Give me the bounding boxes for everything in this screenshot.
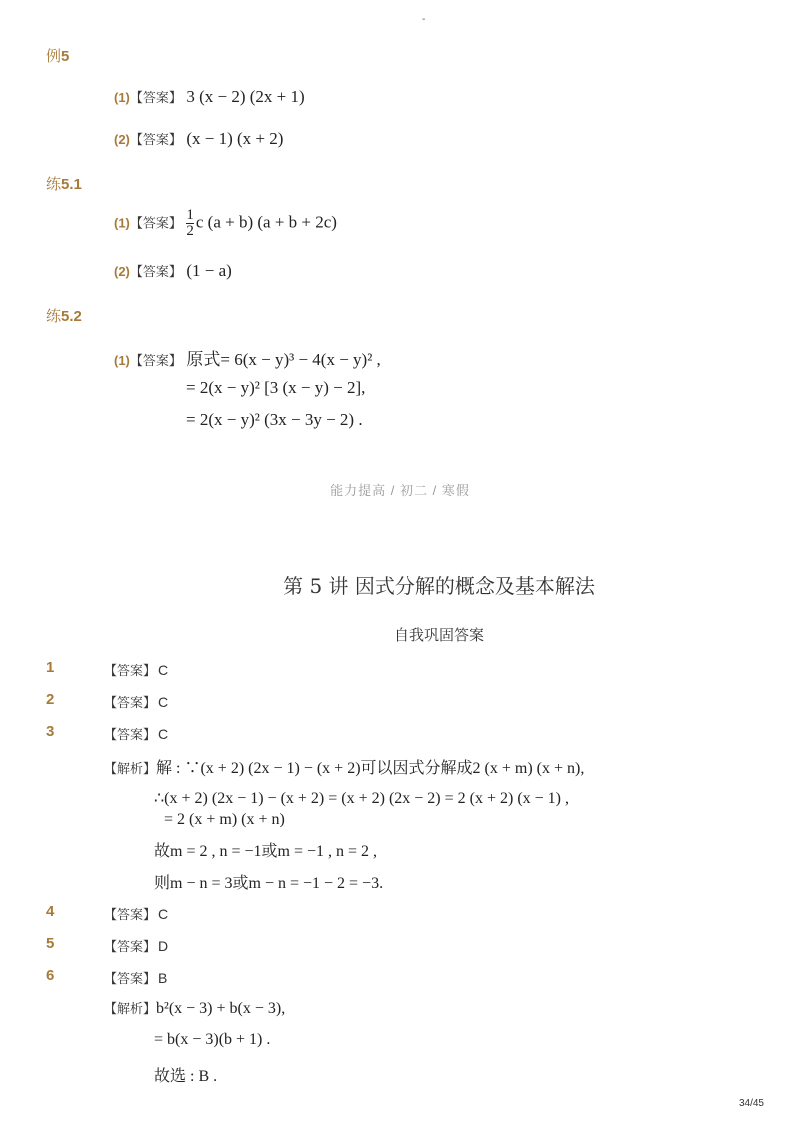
question-5-answer <box>104 936 168 955</box>
lecture-title: 第 5 讲 因式分解的概念及基本解法 <box>283 574 595 598</box>
analysis-line-1: b²(x − 3) + b(x − 3), <box>156 1000 286 1017</box>
question-6-answer <box>104 968 167 987</box>
analysis-tag: 【解析】 <box>104 761 157 776</box>
answer-expression: (1 − a) <box>186 261 232 280</box>
question-1-answer <box>104 660 168 679</box>
answer-tag: 【答案】 <box>129 132 182 147</box>
question-3-analysis <box>104 755 584 778</box>
answer-tag: 【答案】 <box>104 971 157 986</box>
fraction-numerator: 1 <box>186 207 194 223</box>
answer-expression: (x − 1) (x + 2) <box>186 129 284 148</box>
analysis-line-5: 则m − n = 3或m − n = −1 − 2 = −3. <box>154 875 384 892</box>
question-number: 2 <box>46 691 55 708</box>
derivation-line-1: 原式= 6(x − y)³ − 4(x − y)² , <box>186 350 381 369</box>
answer-expression: c (a + b) (a + b + 2c) <box>195 212 337 232</box>
example-5-answer-2 <box>114 129 283 149</box>
fraction-denominator: 2 <box>186 223 194 239</box>
answer-tag: 【答案】 <box>129 353 182 368</box>
section-title-example-5: 例5 <box>46 48 70 65</box>
question-4-answer <box>104 904 168 923</box>
answer-number: (1) <box>114 215 130 231</box>
answer-letter: D <box>158 938 169 954</box>
derivation-line-3: = 2(x − y)² (3x − 3y − 2) . <box>186 410 363 429</box>
answer-tag: 【答案】 <box>129 90 182 105</box>
header-mark: - <box>422 14 426 25</box>
answer-tag: 【答案】 <box>129 264 182 279</box>
analysis-tag: 【解析】 <box>104 1001 157 1016</box>
analysis-line-2: ∴(x + 2) (2x − 1) − (x + 2) = (x + 2) (2x − 2) = 2 (x + 2) (x − 1) , <box>154 790 570 807</box>
answer-tag: 【答案】 <box>129 215 182 231</box>
answer-tag: 【答案】 <box>104 663 157 678</box>
analysis-line-3: 故选 : B . <box>154 1068 218 1085</box>
question-number: 1 <box>46 659 55 676</box>
practice-5-1-answer-2 <box>114 261 232 281</box>
practice-5-2-answer-1 <box>114 345 381 370</box>
question-number: 6 <box>46 967 55 984</box>
answer-tag: 【答案】 <box>104 695 157 710</box>
answer-number: (1) <box>114 353 130 368</box>
derivation-line-2: = 2(x − y)² [3 (x − y) − 2], <box>186 378 366 397</box>
answer-letter: C <box>158 726 169 742</box>
analysis-line-3: = 2 (x + m) (x + n) <box>164 811 285 828</box>
answer-number: (1) <box>114 90 130 105</box>
question-number: 5 <box>46 935 55 952</box>
analysis-line-2: = b(x − 3)(b + 1) . <box>154 1031 271 1048</box>
section-subtitle: 自我巩固答案 <box>393 626 484 644</box>
fraction <box>186 208 194 239</box>
answer-number: (2) <box>114 132 130 147</box>
section-title-practice-5-2: 练5.2 <box>46 308 82 325</box>
page-number: 34/45 <box>738 1098 764 1109</box>
page-footer-course: 能力提高 / 初二 / 寒假 <box>330 483 470 498</box>
question-2-answer <box>104 692 168 711</box>
answer-tag: 【答案】 <box>104 939 157 954</box>
answer-number: (2) <box>114 264 130 279</box>
analysis-line-4: 故m = 2 , n = −1或m = −1 , n = 2 , <box>154 843 378 860</box>
analysis-line-1: 解 : ∵(x + 2) (2x − 1) − (x + 2)可以因式分解成2 (x + m) (x + n), <box>156 760 585 777</box>
question-6-analysis <box>104 998 285 1018</box>
answer-tag: 【答案】 <box>104 907 157 922</box>
answer-letter: C <box>158 662 169 678</box>
answer-tag: 【答案】 <box>104 727 157 742</box>
answer-letter: B <box>158 970 168 986</box>
answer-letter: C <box>158 906 169 922</box>
practice-5-1-answer-1 <box>114 208 337 239</box>
question-number: 3 <box>46 723 55 740</box>
question-number: 4 <box>46 903 55 920</box>
example-5-answer-1 <box>114 87 305 107</box>
section-title-practice-5-1: 练5.1 <box>46 176 82 193</box>
question-3-answer <box>104 724 168 743</box>
answer-expression: 3 (x − 2) (2x + 1) <box>186 87 305 106</box>
answer-letter: C <box>158 694 169 710</box>
